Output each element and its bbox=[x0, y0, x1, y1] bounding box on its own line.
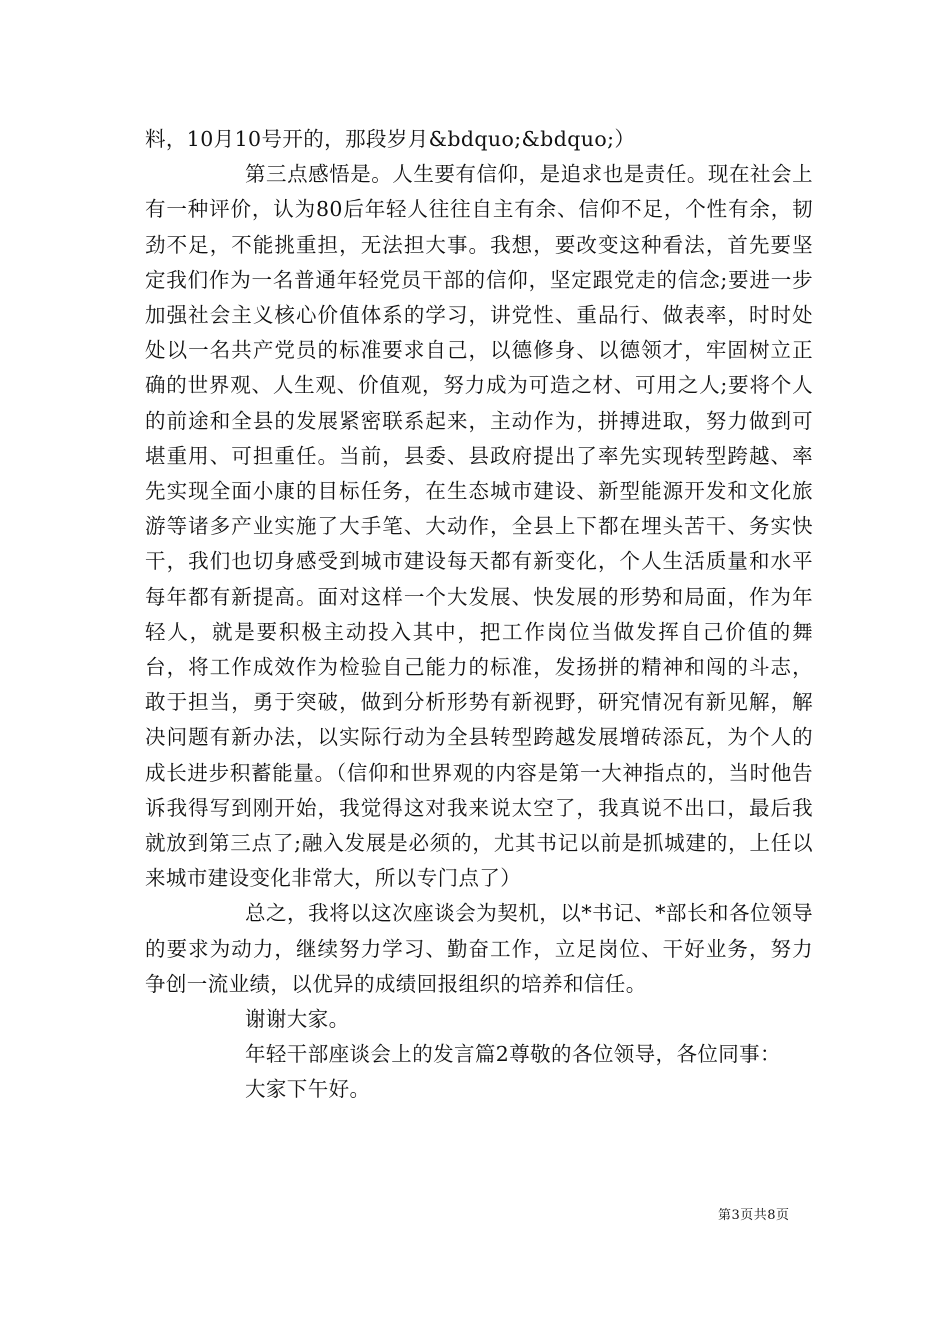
paragraph-thanks: 谢谢大家。 bbox=[245, 1007, 350, 1032]
document-body bbox=[145, 122, 813, 1108]
page-number: 第3页共8页 bbox=[718, 1208, 790, 1223]
paragraph-greeting: 大家下午好。 bbox=[245, 1077, 371, 1102]
paragraph-third-insight: 第三点感悟是。人生要有信仰，是追求也是责任。现在社会上有一种评价，认为80后年轻人往往自主有余、信仰不足，个性有余，韧劲不足，不能挑重担，无法担大事。我想，要改变这种看法，首先要坚定我们作为一名普通年轻党员干部的信仰，坚定跟党走的信念;要进一步加强社会主义核心价值体系的学习，讲党性、重品行、做表率，时时处处以一名共产党员的标准要求自己，以德修身、以德领才，牢固树立正确的世界观、人生观、价值观，努力成为可造之材、可用之人;要将个人的前途和全县的发展紧密联系起来，主动作为，拼搏进取，努力做到可堪重用、可担重任。当前，县委、县政府提出了率先实现转型跨越、率先实现全面小康的目标任务，在生态城市建设、新型能源开发和文化旅游等诸多产业实施了大手笔、大动作，全县上下都在埋头苦干、务实快干，我们也切身感受到城市建设每天都有新变化，个人生活质量和水平每年都有新提高。面对这样一个大发展、快发展的形势和局面，作为年轻人，就是要积极主动投入其中，把工作岗位当做发挥自己价值的舞台，将工作成效作为检验自己能力的标准，发扬拼的精神和闯的斗志，敢于担当，勇于突破，做到分析形势有新视野，研究情况有新见解，解决问题有新办法，以实际行动为全县转型跨越发展增砖添瓦，为个人的成长进步积蓄能量。（信仰和世界观的内容是第一大神指点的，当时他告诉我得写到刚开始，我觉得这对我来说太空了，我真说不出口，最后我就放到第三点了;融入发展是必须的，尤其书记以前是抓城建的，上任以来城市建设变化非常大，所以专门点了） bbox=[145, 162, 813, 891]
paragraph-continuation: 料，10月10号开的，那段岁月&bdquo;&bdquo;） bbox=[145, 127, 636, 151]
paragraph-conclusion: 总之，我将以这次座谈会为契机，以*书记、*部长和各位领导的要求为动力，继续努力学习、勤奋工作，立足岗位、干好业务，努力争创一流业绩，以优异的成绩回报组织的培养和信任。 bbox=[145, 901, 813, 996]
paragraph-speech-2-heading: 年轻干部座谈会上的发言篇2尊敬的各位领导，各位同事： bbox=[245, 1042, 781, 1067]
